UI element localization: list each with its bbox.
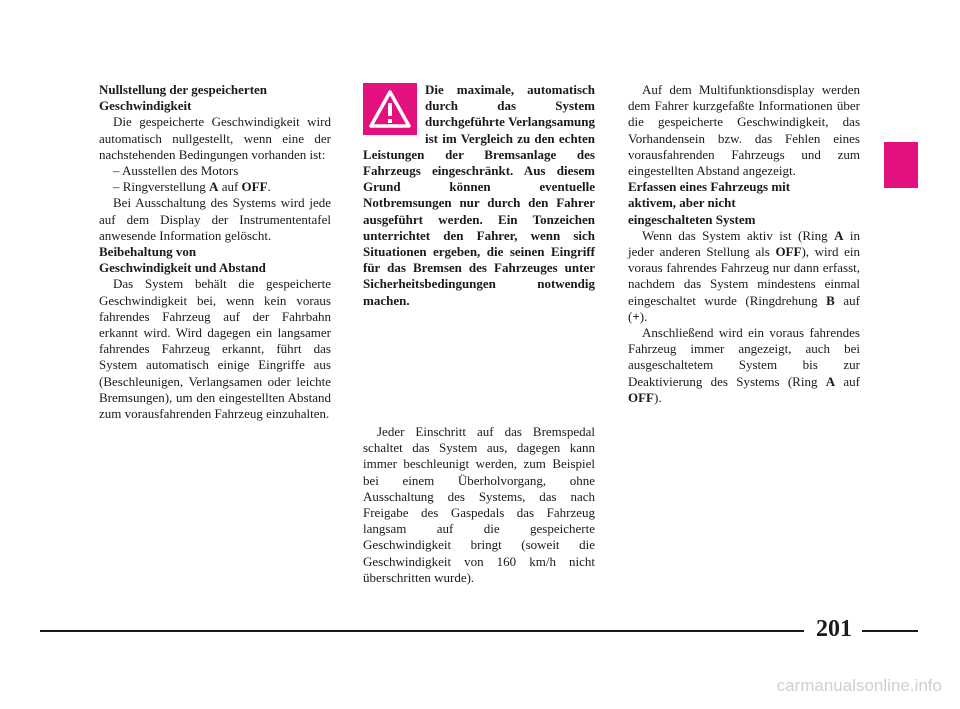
- footer-rule: [40, 630, 804, 632]
- list-item: – Ringverstellung A auf OFF.: [113, 179, 271, 195]
- heading-keep-speed-distance: Beibehaltung von Geschwindigkeit und Abstand: [99, 244, 266, 276]
- warning-block: [363, 82, 595, 309]
- paragraph: Die gespeicherte Geschwindigkeit wird automatisch nullgestellt, wenn eine der nachstehenden Bedingungen vorhanden ist:: [99, 114, 331, 162]
- footer-rule: [862, 630, 918, 632]
- page-number: 201: [816, 616, 852, 642]
- column-2-lower: [363, 424, 595, 586]
- paragraph: Jeder Einschritt auf das Bremspedal schaltet das System aus, dagegen kann immer beschleunigt werden, zum Beispiel bei einem Überholvorgang, ohne Ausschaltung des Systems, das nach Freigabe des Gaspedals das Fahrzeug langsam auf die gespeicherte Geschwindigkeit bringt (soweit die Geschwindigkeit von 160 km/h nicht überschritten wurde).: [363, 424, 595, 585]
- section-tab-marker: [884, 142, 918, 188]
- column-1: [99, 82, 331, 422]
- paragraph: Wenn das System aktiv ist (Ring A in jeder anderen Stellung als OFF), wird ein voraus fahrendes Fahrzeug nur dann erfasst, nachdem das System mindestens einmal eingeschaltet wurde (Ringdrehung B auf (+).: [628, 227, 860, 324]
- paragraph: Bei Ausschaltung des Systems wird jede auf dem Display der Instrumententafel anwesende Information gelöscht.: [99, 195, 331, 243]
- paragraph: Das System behält die gespeicherte Geschwindigkeit bei, wenn kein voraus fahrendes Fahrzeug auf der Fahrbahn erkannt wird. Wird dagegen ein langsamer fahrendes Fahrzeug erkannt, führt das System automatisch einige Eingriffe aus (Beschleunigen, Verlangsamen oder leichte Bremsungen), um den eingestellten Abstand zum vorausfahrenden Fahrzeug einzuhalten.: [99, 276, 331, 422]
- column-2: [363, 82, 595, 309]
- warning-triangle-icon: [363, 83, 417, 135]
- watermark: carmanualsonline.info: [776, 676, 942, 695]
- column-3: [628, 82, 860, 406]
- list-item: – Ausstellen des Motors: [113, 163, 239, 179]
- paragraph: Auf dem Multifunktionsdisplay werden dem Fahrer kurzgefaßte Informationen über die gespeicherte Geschwindigkeit, das Vorhandensein bzw. das Fehlen eines vorausfahrenden Fahrzeugs und zum eingestellten Abstand angezeigt.: [628, 82, 860, 179]
- paragraph: Anschließend wird ein voraus fahrendes Fahrzeug immer angezeigt, auch bei ausgeschaltetem System bis zur Deaktivierung des Systems (Ring A auf OFF).: [628, 325, 860, 405]
- heading-reset-speed: Nullstellung der gespeicherten Geschwindigkeit: [99, 82, 268, 114]
- heading-detect-vehicle: Erfassen eines Fahrzeugs mit aktivem, aber nicht eingeschalteten System: [628, 179, 791, 227]
- warning-text: Die maximale, automatisch durch das System durchgeführte Verlangsamung ist im Vergleich zu den echten Leistungen der Bremsanlage des Fahrzeugs eingeschränkt. Aus diesem Grund können eventuelle Notbremsungen nur durch den Fahrer ausgeführt werden. Ein Tonzeichen unterrichtet den Fahrer, wenn sich Situationen ergeben, die seinen Eingriff für das Bremsen des Fahrzeuges unter Sicherheitsbedingungen notwendig machen.: [363, 82, 595, 308]
